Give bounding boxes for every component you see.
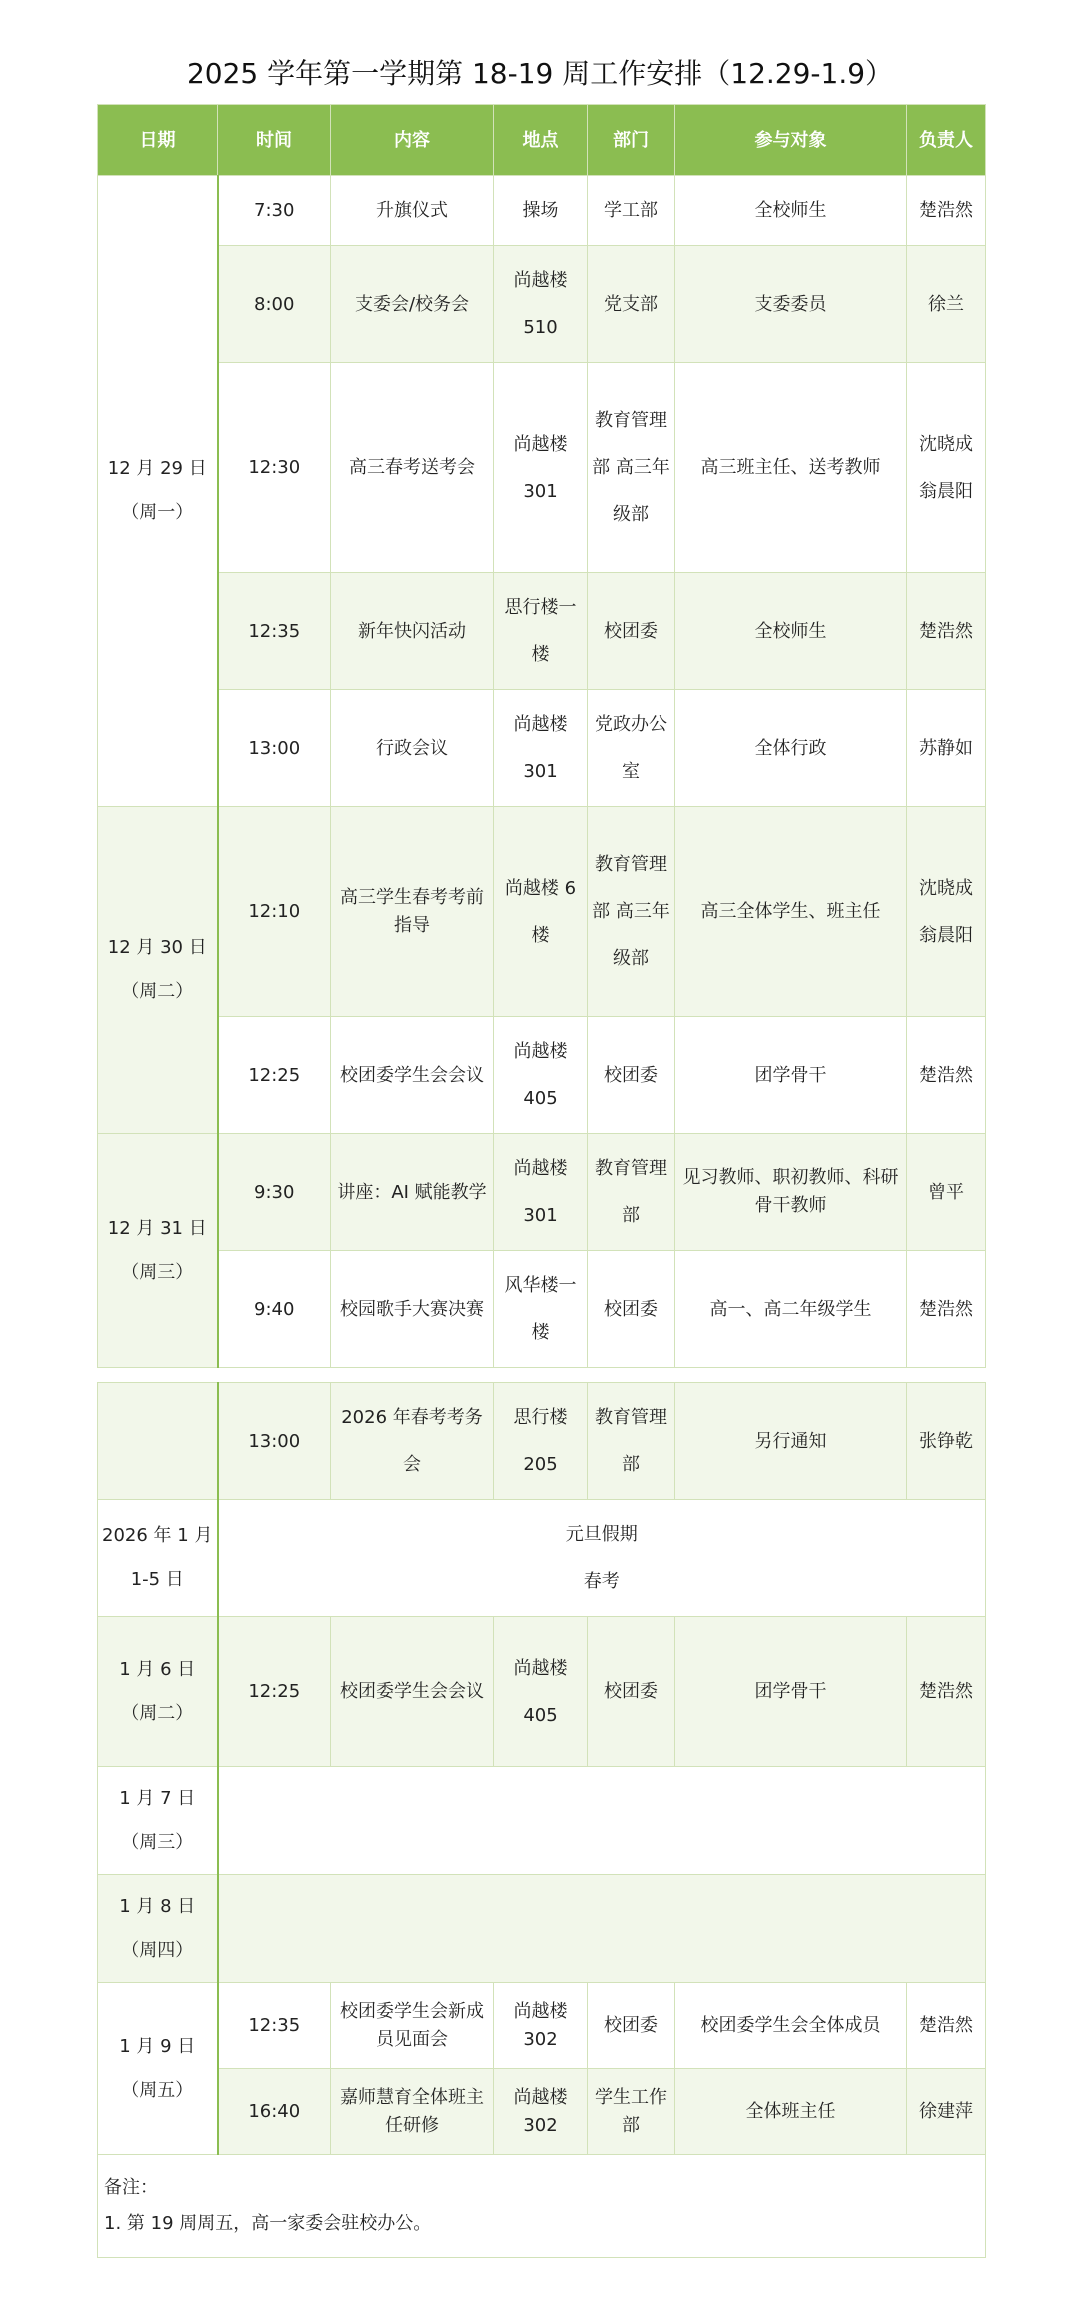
header-content: 内容: [331, 105, 494, 176]
people-cell: 全校师生: [675, 573, 907, 690]
owner-cell: 徐建萍: [907, 2069, 986, 2155]
time-cell: 13:00: [218, 690, 331, 807]
time-cell: 12:35: [218, 1983, 331, 2069]
table-row: [98, 1134, 986, 1251]
dept-cell: 教育管理部: [588, 1383, 675, 1500]
content-cell: 支委会/校务会: [331, 246, 494, 363]
date-cell: 1 月 8 日 （周四）: [98, 1875, 218, 1983]
table-row: [98, 246, 986, 363]
dept-cell: 校团委: [588, 573, 675, 690]
dept-cell: 校团委: [588, 1617, 675, 1767]
table-row: [98, 1767, 986, 1875]
time-cell: 12:25: [218, 1017, 331, 1134]
owner-cell: 沈晓成 翁晨阳: [907, 807, 986, 1017]
table-row: [98, 363, 986, 573]
header-time: 时间: [218, 105, 331, 176]
table-row: [98, 176, 986, 246]
date-cell-empty: [98, 1383, 218, 1500]
time-cell: 9:40: [218, 1251, 331, 1368]
people-cell: 团学骨干: [675, 1017, 907, 1134]
date-cell: 2026 年 1 月 1-5 日: [98, 1500, 218, 1617]
table-row: [98, 1983, 986, 2069]
header-dept: 部门: [588, 105, 675, 176]
people-cell: 全校师生: [675, 176, 907, 246]
place-cell: 尚越楼 6 楼: [494, 807, 588, 1017]
notes-label: 备注：: [104, 2177, 158, 2198]
place-cell: 尚越楼 301: [494, 363, 588, 573]
dept-cell: 教育管理部 高三年级部: [588, 363, 675, 573]
people-cell: 全体班主任: [675, 2069, 907, 2155]
table-row: [98, 1617, 986, 1767]
content-cell: 校团委学生会会议: [331, 1617, 494, 1767]
dept-cell: 校团委: [588, 1983, 675, 2069]
date-cell: 1 月 6 日 （周二）: [98, 1617, 218, 1767]
dept-cell: 党政办公室: [588, 690, 675, 807]
date-cell: 12 月 30 日 （周二）: [98, 807, 218, 1134]
dept-cell: 教育管理部 高三年级部: [588, 807, 675, 1017]
content-cell: 新年快闪活动: [331, 573, 494, 690]
owner-cell: 苏静如: [907, 690, 986, 807]
owner-cell: 楚浩然: [907, 1017, 986, 1134]
people-cell: 高三全体学生、班主任: [675, 807, 907, 1017]
dept-cell: 校团委: [588, 1017, 675, 1134]
table-row: [98, 690, 986, 807]
place-cell: 尚越楼 405: [494, 1017, 588, 1134]
notes-cell: [98, 2155, 986, 2258]
time-cell: 12:30: [218, 363, 331, 573]
content-cell: 2026 年春考考务会: [331, 1383, 494, 1500]
time-cell: 12:10: [218, 807, 331, 1017]
dept-cell: 校团委: [588, 1251, 675, 1368]
header-place: 地点: [494, 105, 588, 176]
table-header: [98, 105, 986, 176]
empty-cell: [218, 1875, 986, 1983]
owner-cell: 楚浩然: [907, 1983, 986, 2069]
people-cell: 高三班主任、送考教师: [675, 363, 907, 573]
table-row: [98, 1251, 986, 1368]
schedule-table-part2: [97, 1382, 986, 2258]
header-people: 参与对象: [675, 105, 907, 176]
people-cell: 另行通知: [675, 1383, 907, 1500]
time-cell: 12:25: [218, 1617, 331, 1767]
place-cell: 思行楼 205: [494, 1383, 588, 1500]
header-date: 日期: [98, 105, 218, 176]
place-cell: 尚越楼 301: [494, 690, 588, 807]
content-cell: 讲座：AI 赋能教学: [331, 1134, 494, 1251]
table-row: [98, 1383, 986, 1500]
time-cell: 12:35: [218, 573, 331, 690]
owner-cell: 楚浩然: [907, 176, 986, 246]
dept-cell: 党支部: [588, 246, 675, 363]
table-row: [98, 807, 986, 1017]
content-cell: 升旗仪式: [331, 176, 494, 246]
table-row: [98, 2069, 986, 2155]
table-row: [98, 573, 986, 690]
place-cell: 尚越楼 510: [494, 246, 588, 363]
content-cell: 高三学生春考考前指导: [331, 807, 494, 1017]
dept-cell: 学工部: [588, 176, 675, 246]
date-cell: 12 月 31 日 （周三）: [98, 1134, 218, 1368]
place-cell: 风华楼一楼: [494, 1251, 588, 1368]
people-cell: 高一、高二年级学生: [675, 1251, 907, 1368]
notes-item: 1. 第 19 周周五，高一家委会驻校办公。: [104, 2213, 432, 2234]
content-cell: 校团委学生会新成员见面会: [331, 1983, 494, 2069]
place-cell: 尚越楼 302: [494, 2069, 588, 2155]
owner-cell: 楚浩然: [907, 1251, 986, 1368]
place-cell: 尚越楼 301: [494, 1134, 588, 1251]
empty-cell: [218, 1767, 986, 1875]
content-cell: 高三春考送考会: [331, 363, 494, 573]
people-cell: 全体行政: [675, 690, 907, 807]
people-cell: 校团委学生会全体成员: [675, 1983, 907, 2069]
owner-cell: 徐兰: [907, 246, 986, 363]
owner-cell: 楚浩然: [907, 573, 986, 690]
place-cell: 尚越楼 302: [494, 1983, 588, 2069]
owner-cell: 沈晓成 翁晨阳: [907, 363, 986, 573]
date-cell: 1 月 9 日 （周五）: [98, 1983, 218, 2155]
table-row: [98, 1500, 986, 1617]
owner-cell: 楚浩然: [907, 1617, 986, 1767]
date-cell: 12 月 29 日 （周一）: [98, 176, 218, 807]
notes-row: [98, 2155, 986, 2258]
page-title: 2025 学年第一学期第 18-19 周工作安排（12.29-1.9）: [186, 57, 894, 90]
header-owner: 负责人: [907, 105, 986, 176]
holiday-cell: 元旦假期 春考: [218, 1500, 986, 1617]
time-cell: 8:00: [218, 246, 331, 363]
table-row: [98, 1875, 986, 1983]
schedule-table-part1: [97, 104, 986, 1368]
table-row: [98, 1017, 986, 1134]
date-cell: 1 月 7 日 （周三）: [98, 1767, 218, 1875]
content-cell: 嘉师慧育全体班主任研修: [331, 2069, 494, 2155]
dept-cell: 教育管理部: [588, 1134, 675, 1251]
time-cell: 7:30: [218, 176, 331, 246]
time-cell: 13:00: [218, 1383, 331, 1500]
owner-cell: 曾平: [907, 1134, 986, 1251]
content-cell: 行政会议: [331, 690, 494, 807]
time-cell: 16:40: [218, 2069, 331, 2155]
place-cell: 思行楼一楼: [494, 573, 588, 690]
people-cell: 团学骨干: [675, 1617, 907, 1767]
place-cell: 尚越楼 405: [494, 1617, 588, 1767]
place-cell: 操场: [494, 176, 588, 246]
people-cell: 见习教师、职初教师、科研骨干教师: [675, 1134, 907, 1251]
time-cell: 9:30: [218, 1134, 331, 1251]
dept-cell: 学生工作部: [588, 2069, 675, 2155]
content-cell: 校团委学生会会议: [331, 1017, 494, 1134]
owner-cell: 张铮乾: [907, 1383, 986, 1500]
people-cell: 支委委员: [675, 246, 907, 363]
content-cell: 校园歌手大赛决赛: [331, 1251, 494, 1368]
